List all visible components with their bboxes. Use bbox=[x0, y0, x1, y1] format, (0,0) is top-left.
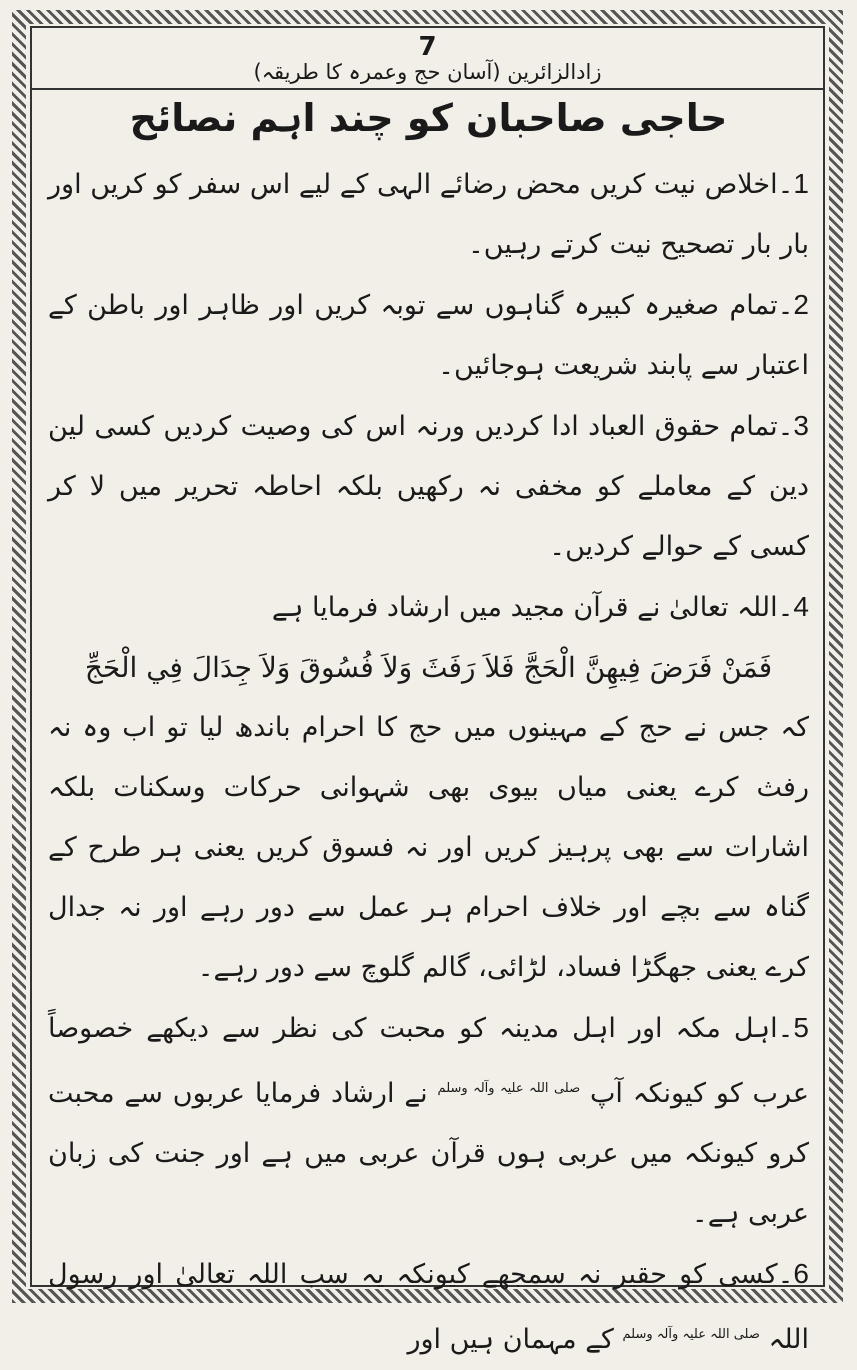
honorific: صلی اللہ علیہ وآلہ وسلم bbox=[437, 1081, 581, 1096]
item-text-continued: نے ارشاد فرمایا عربوں سے محبت کرو کیونکہ میں عربی ہوں قرآن عربی میں ہے اور جنت کی زبان عربی ہے۔ bbox=[48, 1078, 809, 1229]
item-number: 6 bbox=[793, 1258, 809, 1289]
page-header bbox=[30, 26, 825, 90]
advice-item bbox=[48, 577, 809, 638]
item-text: ۔اہل مکہ اور اہل مدینہ کو محبت کی نظر سے دیکھے خصوصاً عرب کو کیونکہ آپ bbox=[48, 1013, 809, 1109]
item-text-continued: کے مہمان ہیں اور bbox=[407, 1324, 614, 1355]
item-number: 5 bbox=[793, 1012, 809, 1043]
advice-item bbox=[48, 154, 809, 275]
item-number: 4 bbox=[793, 591, 809, 622]
advice-item bbox=[48, 396, 809, 577]
advice-item bbox=[48, 998, 809, 1244]
honorific: صلی اللہ علیہ وآلہ وسلم bbox=[622, 1327, 760, 1342]
item-text: ۔اخلاص نیت کریں محض رضائے الہی کے لیے اس سفر کو کریں اور بار بار تصحیح نیت کرتے رہیں۔ bbox=[48, 169, 809, 260]
item-text: ۔اللہ تعالیٰ نے قرآن مجید میں ارشاد فرمایا ہے bbox=[271, 592, 794, 623]
verse-explanation: کہ جس نے حج کے مہینوں میں حج کا احرام باندھ لیا تو اب وہ نہ رفث کرے یعنی میاں بیوی بھی شہوانی حرکات وسکنات بلکہ اشارات سے بھی پرہیز کریں اور نہ فسوق کریں یعنی ہر طرح کے گناہ سے بچے اور خلاف احرام ہر عمل سے دور رہے اور نہ جدال کرے یعنی جھگڑا فساد، لڑائی، گالم گلوچ سے دور رہے۔ bbox=[48, 712, 809, 983]
advice-item bbox=[48, 1244, 809, 1370]
page-content bbox=[48, 92, 809, 1370]
item-number: 2 bbox=[793, 289, 809, 320]
item-text: ۔تمام حقوق العباد ادا کردیں ورنہ اس کی وصیت کردیں کسی لین دین کے معاملے کو مخفی نہ رکھیں بلکہ احاطہ تحریر میں لا کر کسی کے حوالے کردیں۔ bbox=[48, 411, 809, 562]
item-number: 3 bbox=[793, 410, 809, 441]
item-text: ۔کسی کو حقیر نہ سمجھے کیونکہ یہ سب اللہ تعالیٰ اور رسول اللہ bbox=[48, 1259, 809, 1355]
quran-verse: فَمَنْ فَرَضَ فِيهِنَّ الْحَجَّ فَلاَ رَفَثَ وَلاَ فُسُوقَ وَلاَ جِدَالَ فِي الْحَجِّ bbox=[84, 651, 773, 684]
item-number: 1 bbox=[793, 168, 809, 199]
section-heading: حاجی صاحبان کو چند اہم نصائح bbox=[129, 96, 728, 140]
advice-item bbox=[48, 275, 809, 396]
book-title: زادالزائرین (آسان حج وعمرہ کا طریقہ) bbox=[253, 60, 602, 84]
item-text: ۔تمام صغیرہ کبیرہ گناہوں سے توبہ کریں اور ظاہر اور باطن کے اعتبار سے پابند شریعت ہوجائیں۔ bbox=[48, 290, 809, 381]
page-number: 7 bbox=[418, 32, 437, 62]
